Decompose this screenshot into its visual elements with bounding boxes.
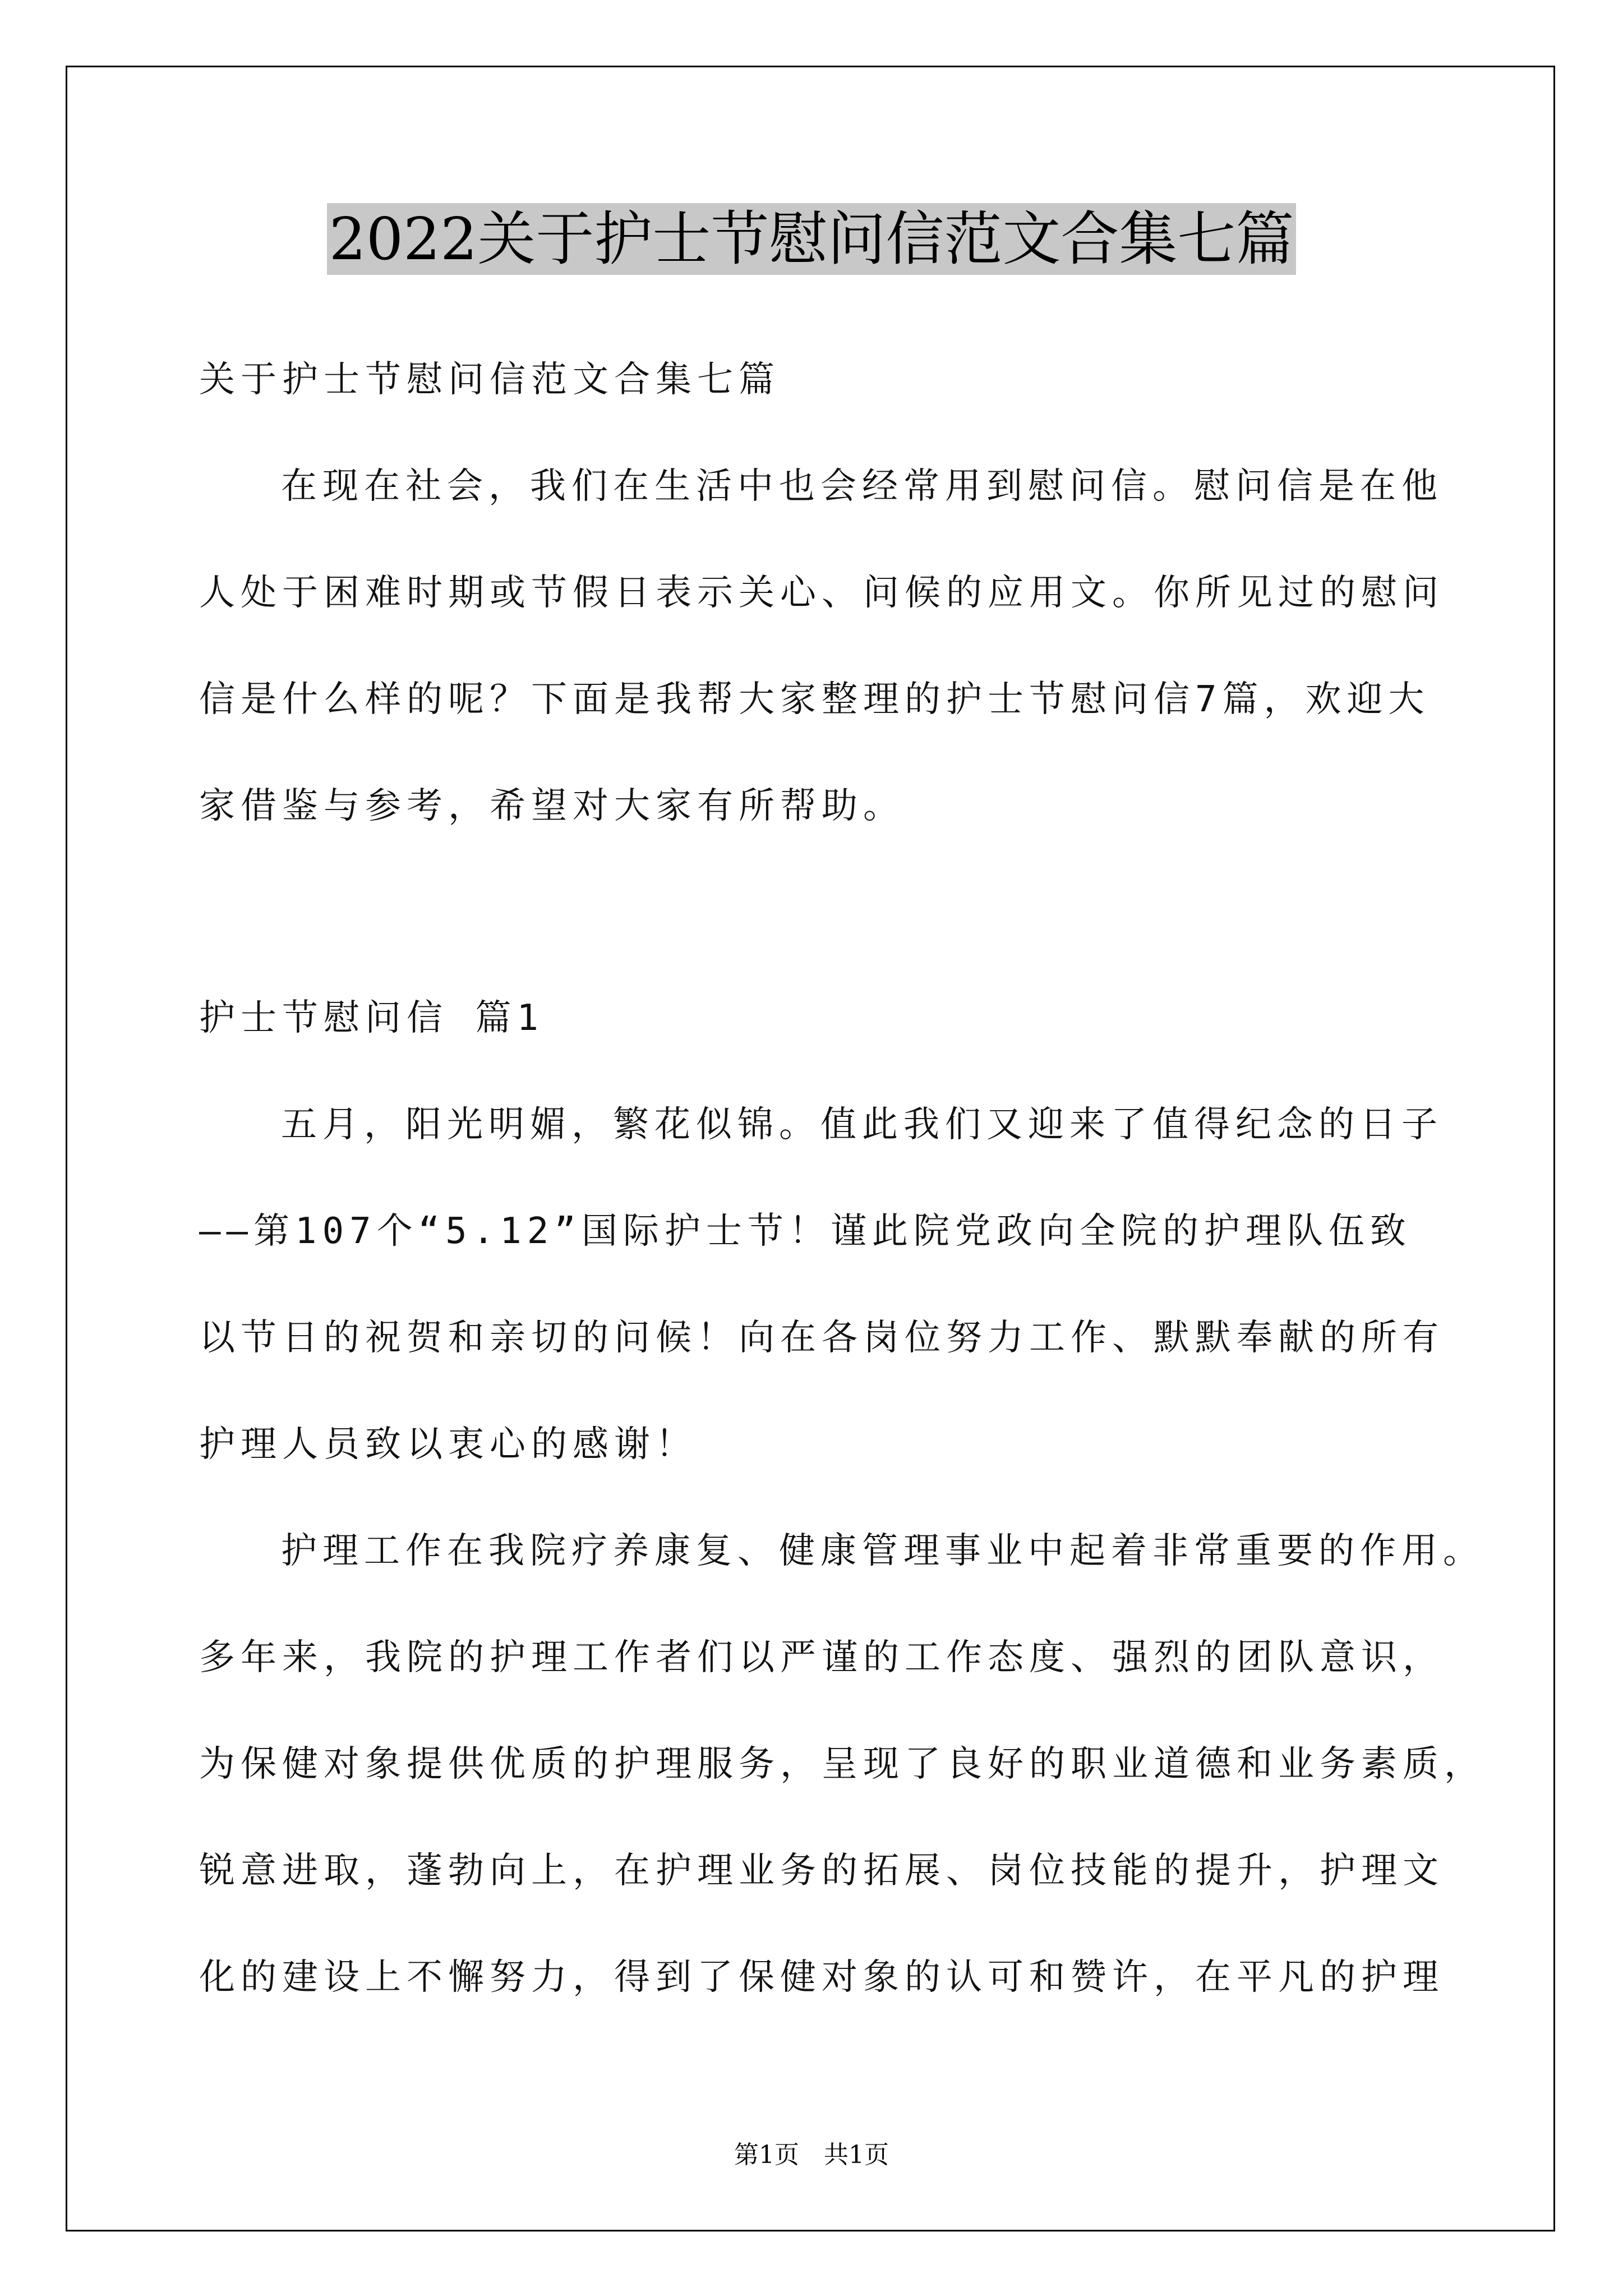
paragraph2-line: 多年来，我院的护理工作者们以严谨的工作态度、强烈的团队意识， (199, 1637, 1444, 1678)
intro-line: 家借鉴与参考，希望对大家有所帮助。 (199, 785, 905, 827)
paragraph2-line: 为保健对象提供优质的护理服务，呈现了良好的职业道德和业务素质， (199, 1743, 1486, 1785)
intro-line: 信是什么样的呢？下面是我帮大家整理的护士节慰问信7篇，欢迎大 (199, 679, 1430, 720)
paragraph2-line: 护理工作在我院疗养康复、健康管理事业中起着非常重要的作用。 (281, 1530, 1484, 1572)
section-heading: 护士节慰问信 篇1 (199, 997, 545, 1039)
paragraph2-line: 化的建设上不懈努力，得到了保健对象的认可和赞许，在平凡的护理 (199, 1957, 1444, 1998)
title-container (0, 203, 1623, 275)
paragraph1-line: ——第107个“5.12”国际护士节！谨此院党政向全院的护理队伍致 (199, 1211, 1412, 1252)
page-number-footer: 第1页 共1页 (734, 2141, 889, 2169)
paragraph1-line: 以节日的祝贺和亲切的问候！向在各岗位努力工作、默默奉献的所有 (199, 1317, 1444, 1359)
document-subtitle: 关于护士节慰问信范文合集七篇 (199, 359, 780, 401)
intro-line: 人处于困难时期或节假日表示关心、问候的应用文。你所见过的慰问 (199, 572, 1444, 614)
paragraph1-line: 五月，阳光明媚，繁花似锦。值此我们又迎来了值得纪念的日子 (281, 1104, 1443, 1145)
intro-line: 在现在社会，我们在生活中也会经常用到慰问信。慰问信是在他 (281, 466, 1443, 507)
paragraph1-line: 护理人员致以衷心的感谢！ (199, 1424, 697, 1465)
document-title: 2022关于护士节慰问信范文合集七篇 (327, 203, 1297, 275)
paragraph2-line: 锐意进取，蓬勃向上，在护理业务的拓展、岗位技能的提升，护理文 (199, 1850, 1444, 1892)
